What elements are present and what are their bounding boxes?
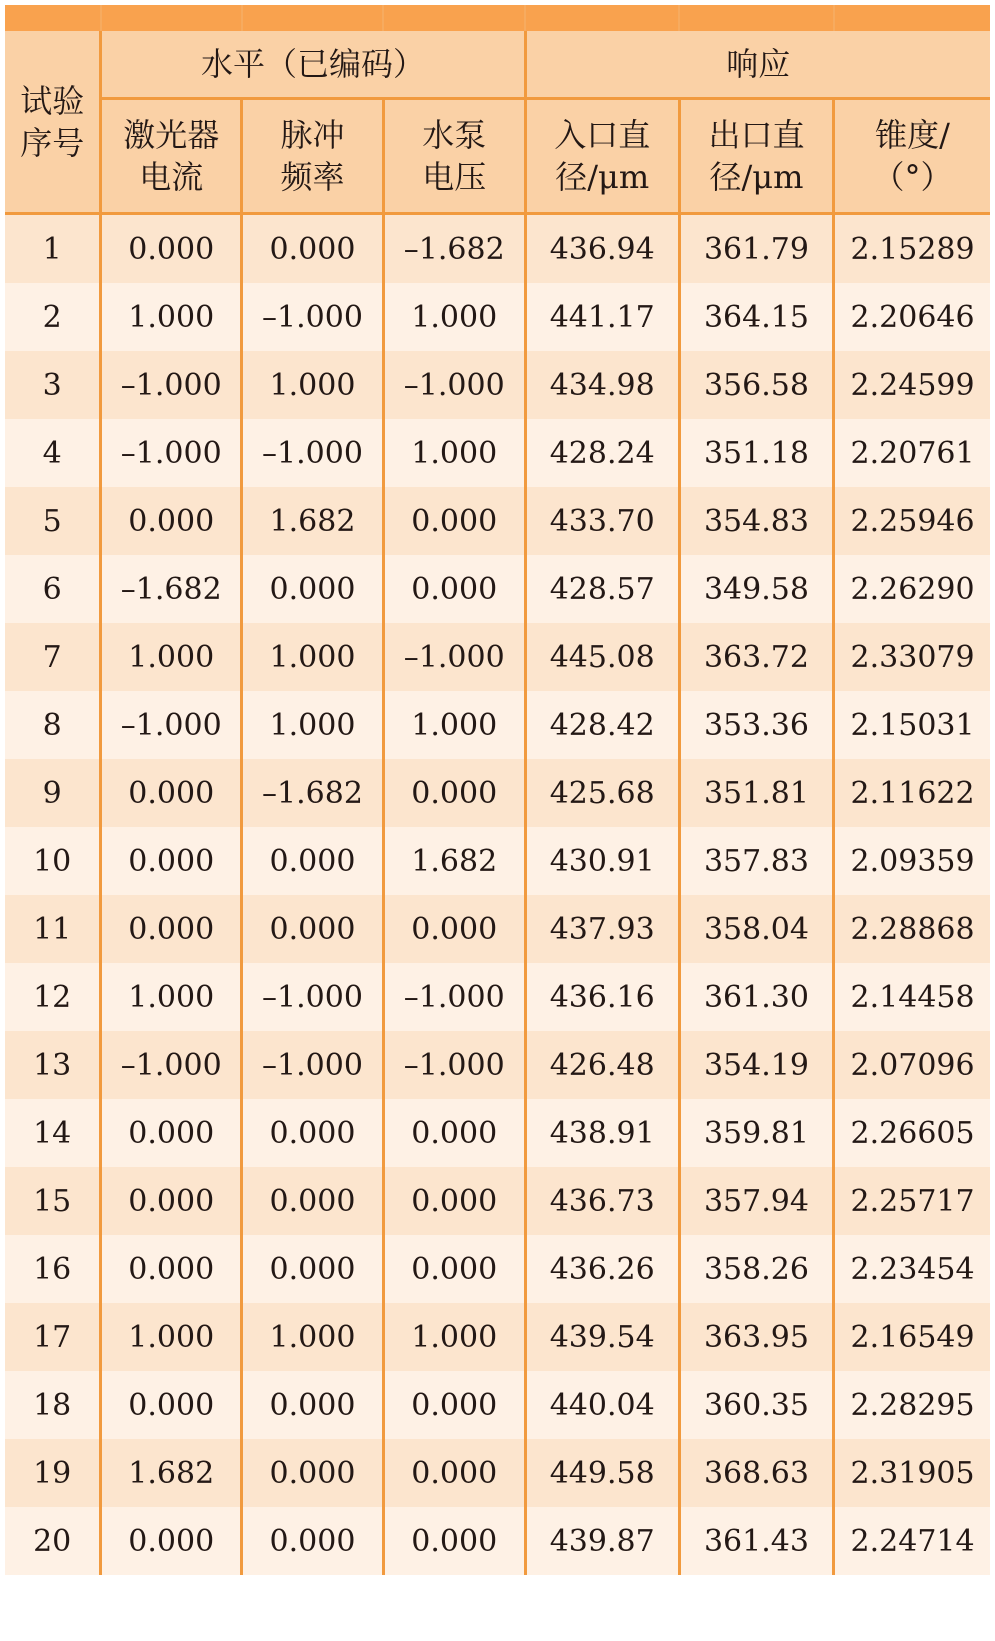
cell-inlet-diameter: 426.48 — [525, 1031, 679, 1099]
table-row — [5, 419, 990, 487]
cell-outlet-diameter: 363.95 — [679, 1303, 833, 1371]
data-table-container — [5, 5, 990, 1636]
header-laser-current — [101, 99, 242, 214]
cell-taper: 2.11622 — [834, 759, 990, 827]
cell-pulse-frequency: 1.682 — [242, 487, 384, 555]
cell-pump-voltage: 1.000 — [383, 419, 525, 487]
cell-pump-voltage: –1.000 — [383, 351, 525, 419]
top-bar-cell — [101, 5, 242, 31]
cell-laser-current: 0.000 — [101, 1507, 242, 1575]
cell-trial-number: 5 — [5, 487, 101, 555]
table-row — [5, 827, 990, 895]
cell-inlet-diameter: 428.24 — [525, 419, 679, 487]
cell-taper: 2.20761 — [834, 419, 990, 487]
cell-laser-current: 0.000 — [101, 759, 242, 827]
cell-trial-number: 4 — [5, 419, 101, 487]
cell-pulse-frequency: –1.000 — [242, 963, 384, 1031]
cell-trial-number: 10 — [5, 827, 101, 895]
cell-taper: 2.23454 — [834, 1235, 990, 1303]
cell-inlet-diameter: 438.91 — [525, 1099, 679, 1167]
cell-outlet-diameter: 356.58 — [679, 351, 833, 419]
cell-outlet-diameter: 354.19 — [679, 1031, 833, 1099]
cell-laser-current: –1.000 — [101, 351, 242, 419]
cell-trial-number: 15 — [5, 1167, 101, 1235]
cell-pulse-frequency: 0.000 — [242, 895, 384, 963]
cell-pulse-frequency: 1.000 — [242, 691, 384, 759]
table-row — [5, 895, 990, 963]
cell-laser-current: 0.000 — [101, 1099, 242, 1167]
table-body — [5, 214, 990, 1576]
cell-taper: 2.07096 — [834, 1031, 990, 1099]
header-line: 频率 — [280, 158, 345, 196]
cell-pulse-frequency: 1.000 — [242, 351, 384, 419]
cell-inlet-diameter: 439.54 — [525, 1303, 679, 1371]
cell-outlet-diameter: 351.18 — [679, 419, 833, 487]
table-row — [5, 1507, 990, 1575]
cell-laser-current: 1.000 — [101, 623, 242, 691]
cell-taper: 2.15289 — [834, 214, 990, 284]
cell-trial-number: 19 — [5, 1439, 101, 1507]
header-line: 电压 — [422, 158, 487, 196]
header-row-columns — [5, 99, 990, 214]
cell-pump-voltage: 0.000 — [383, 1507, 525, 1575]
header-taper — [834, 99, 990, 214]
header-group-levels: 水平（已编码） — [101, 31, 525, 99]
cell-outlet-diameter: 358.26 — [679, 1235, 833, 1303]
cell-trial-number: 11 — [5, 895, 101, 963]
cell-trial-number: 12 — [5, 963, 101, 1031]
cell-laser-current: 1.000 — [101, 1303, 242, 1371]
header-line: 电流 — [139, 158, 204, 196]
cell-pulse-frequency: 0.000 — [242, 555, 384, 623]
cell-taper: 2.16549 — [834, 1303, 990, 1371]
cell-taper: 2.28295 — [834, 1371, 990, 1439]
cell-trial-number: 14 — [5, 1099, 101, 1167]
cell-inlet-diameter: 440.04 — [525, 1371, 679, 1439]
cell-inlet-diameter: 445.08 — [525, 623, 679, 691]
header-trial-number — [5, 31, 101, 214]
top-bar-cell — [679, 5, 833, 31]
cell-pump-voltage: 0.000 — [383, 1439, 525, 1507]
header-pulse-frequency — [242, 99, 384, 214]
cell-pulse-frequency: –1.000 — [242, 1031, 384, 1099]
cell-pump-voltage: 1.000 — [383, 283, 525, 351]
header-trial-number-line2: 序号 — [20, 123, 85, 162]
table-row — [5, 1371, 990, 1439]
cell-laser-current: 0.000 — [101, 1167, 242, 1235]
cell-taper: 2.15031 — [834, 691, 990, 759]
table-row — [5, 1167, 990, 1235]
cell-pulse-frequency: 0.000 — [242, 1099, 384, 1167]
header-line: 水泵 — [422, 116, 487, 154]
header-line: 径/μm — [555, 158, 650, 196]
header-line: 径/μm — [709, 158, 804, 196]
cell-pump-voltage: 0.000 — [383, 1167, 525, 1235]
table-top-bar — [5, 5, 990, 31]
cell-inlet-diameter: 434.98 — [525, 351, 679, 419]
cell-pulse-frequency: –1.000 — [242, 419, 384, 487]
cell-trial-number: 6 — [5, 555, 101, 623]
cell-inlet-diameter: 436.26 — [525, 1235, 679, 1303]
header-line: 激光器 — [123, 116, 220, 154]
cell-outlet-diameter: 358.04 — [679, 895, 833, 963]
cell-taper: 2.26290 — [834, 555, 990, 623]
cell-inlet-diameter: 437.93 — [525, 895, 679, 963]
table-row — [5, 351, 990, 419]
cell-laser-current: 0.000 — [101, 214, 242, 284]
cell-trial-number: 16 — [5, 1235, 101, 1303]
cell-taper: 2.31905 — [834, 1439, 990, 1507]
cell-laser-current: 0.000 — [101, 1371, 242, 1439]
top-bar-cell — [383, 5, 525, 31]
cell-laser-current: 1.000 — [101, 963, 242, 1031]
cell-laser-current: 0.000 — [101, 895, 242, 963]
table-row — [5, 487, 990, 555]
table-row — [5, 1099, 990, 1167]
table-row — [5, 555, 990, 623]
cell-laser-current: –1.000 — [101, 419, 242, 487]
cell-inlet-diameter: 441.17 — [525, 283, 679, 351]
cell-outlet-diameter: 361.79 — [679, 214, 833, 284]
cell-taper: 2.26605 — [834, 1099, 990, 1167]
cell-taper: 2.14458 — [834, 963, 990, 1031]
cell-pulse-frequency: 0.000 — [242, 214, 384, 284]
cell-trial-number: 7 — [5, 623, 101, 691]
table-row — [5, 283, 990, 351]
cell-outlet-diameter: 360.35 — [679, 1371, 833, 1439]
cell-pulse-frequency: 0.000 — [242, 1507, 384, 1575]
cell-trial-number: 2 — [5, 283, 101, 351]
cell-laser-current: –1.000 — [101, 691, 242, 759]
cell-outlet-diameter: 368.63 — [679, 1439, 833, 1507]
table-row — [5, 1031, 990, 1099]
cell-trial-number: 13 — [5, 1031, 101, 1099]
cell-outlet-diameter: 357.83 — [679, 827, 833, 895]
cell-taper: 2.28868 — [834, 895, 990, 963]
header-line: 脉冲 — [280, 116, 345, 154]
cell-pump-voltage: 0.000 — [383, 1371, 525, 1439]
cell-laser-current: –1.000 — [101, 1031, 242, 1099]
cell-laser-current: –1.682 — [101, 555, 242, 623]
cell-trial-number: 9 — [5, 759, 101, 827]
cell-outlet-diameter: 361.30 — [679, 963, 833, 1031]
cell-taper: 2.24714 — [834, 1507, 990, 1575]
cell-pump-voltage: 0.000 — [383, 759, 525, 827]
cell-pulse-frequency: 0.000 — [242, 1371, 384, 1439]
header-line: 锥度/ — [875, 116, 950, 154]
cell-pump-voltage: –1.000 — [383, 623, 525, 691]
cell-inlet-diameter: 439.87 — [525, 1507, 679, 1575]
cell-trial-number: 8 — [5, 691, 101, 759]
cell-taper: 2.25946 — [834, 487, 990, 555]
cell-inlet-diameter: 430.91 — [525, 827, 679, 895]
cell-inlet-diameter: 428.42 — [525, 691, 679, 759]
cell-pump-voltage: –1.000 — [383, 963, 525, 1031]
table-row — [5, 691, 990, 759]
cell-inlet-diameter: 428.57 — [525, 555, 679, 623]
table-row — [5, 623, 990, 691]
cell-trial-number: 17 — [5, 1303, 101, 1371]
table-row — [5, 759, 990, 827]
table-row — [5, 1439, 990, 1507]
cell-pump-voltage: 0.000 — [383, 555, 525, 623]
cell-laser-current: 1.682 — [101, 1439, 242, 1507]
cell-pump-voltage: 0.000 — [383, 1235, 525, 1303]
cell-outlet-diameter: 354.83 — [679, 487, 833, 555]
cell-outlet-diameter: 359.81 — [679, 1099, 833, 1167]
cell-pump-voltage: 0.000 — [383, 895, 525, 963]
table-row — [5, 963, 990, 1031]
cell-pulse-frequency: 0.000 — [242, 1235, 384, 1303]
header-inlet-diameter — [525, 99, 679, 214]
cell-pulse-frequency: 0.000 — [242, 1167, 384, 1235]
cell-pump-voltage: 1.682 — [383, 827, 525, 895]
cell-outlet-diameter: 351.81 — [679, 759, 833, 827]
cell-taper: 2.20646 — [834, 283, 990, 351]
header-row-groups — [5, 31, 990, 99]
header-group-response: 响应 — [525, 31, 990, 99]
top-bar-cell — [242, 5, 384, 31]
table-row — [5, 1303, 990, 1371]
header-line: 入口直 — [554, 116, 651, 154]
cell-taper: 2.25717 — [834, 1167, 990, 1235]
cell-pulse-frequency: –1.000 — [242, 283, 384, 351]
cell-inlet-diameter: 436.73 — [525, 1167, 679, 1235]
cell-inlet-diameter: 433.70 — [525, 487, 679, 555]
top-bar-cell — [5, 5, 101, 31]
cell-taper: 2.33079 — [834, 623, 990, 691]
cell-laser-current: 0.000 — [101, 487, 242, 555]
cell-trial-number: 1 — [5, 214, 101, 284]
header-outlet-diameter — [679, 99, 833, 214]
cell-pump-voltage: –1.000 — [383, 1031, 525, 1099]
header-line: 出口直 — [708, 116, 805, 154]
cell-pump-voltage: 1.000 — [383, 691, 525, 759]
cell-outlet-diameter: 357.94 — [679, 1167, 833, 1235]
header-trial-number-line1: 试验 — [20, 81, 85, 120]
cell-inlet-diameter: 425.68 — [525, 759, 679, 827]
cell-pulse-frequency: 1.000 — [242, 623, 384, 691]
cell-trial-number: 20 — [5, 1507, 101, 1575]
experiment-results-table — [5, 5, 990, 1575]
table-row — [5, 1235, 990, 1303]
cell-trial-number: 18 — [5, 1371, 101, 1439]
header-pump-voltage — [383, 99, 525, 214]
cell-pulse-frequency: –1.682 — [242, 759, 384, 827]
cell-inlet-diameter: 436.16 — [525, 963, 679, 1031]
cell-outlet-diameter: 361.43 — [679, 1507, 833, 1575]
cell-pulse-frequency: 1.000 — [242, 1303, 384, 1371]
cell-inlet-diameter: 436.94 — [525, 214, 679, 284]
cell-pump-voltage: 0.000 — [383, 487, 525, 555]
cell-pulse-frequency: 0.000 — [242, 1439, 384, 1507]
top-bar-cell — [834, 5, 990, 31]
cell-outlet-diameter: 353.36 — [679, 691, 833, 759]
cell-pump-voltage: 0.000 — [383, 1099, 525, 1167]
cell-pulse-frequency: 0.000 — [242, 827, 384, 895]
cell-laser-current: 1.000 — [101, 283, 242, 351]
cell-inlet-diameter: 449.58 — [525, 1439, 679, 1507]
cell-outlet-diameter: 364.15 — [679, 283, 833, 351]
top-bar-cell — [525, 5, 679, 31]
cell-outlet-diameter: 349.58 — [679, 555, 833, 623]
cell-pump-voltage: –1.682 — [383, 214, 525, 284]
cell-pump-voltage: 1.000 — [383, 1303, 525, 1371]
table-row — [5, 214, 990, 284]
cell-laser-current: 0.000 — [101, 827, 242, 895]
cell-taper: 2.24599 — [834, 351, 990, 419]
header-line: （°） — [872, 158, 953, 196]
cell-laser-current: 0.000 — [101, 1235, 242, 1303]
cell-outlet-diameter: 363.72 — [679, 623, 833, 691]
cell-taper: 2.09359 — [834, 827, 990, 895]
cell-trial-number: 3 — [5, 351, 101, 419]
